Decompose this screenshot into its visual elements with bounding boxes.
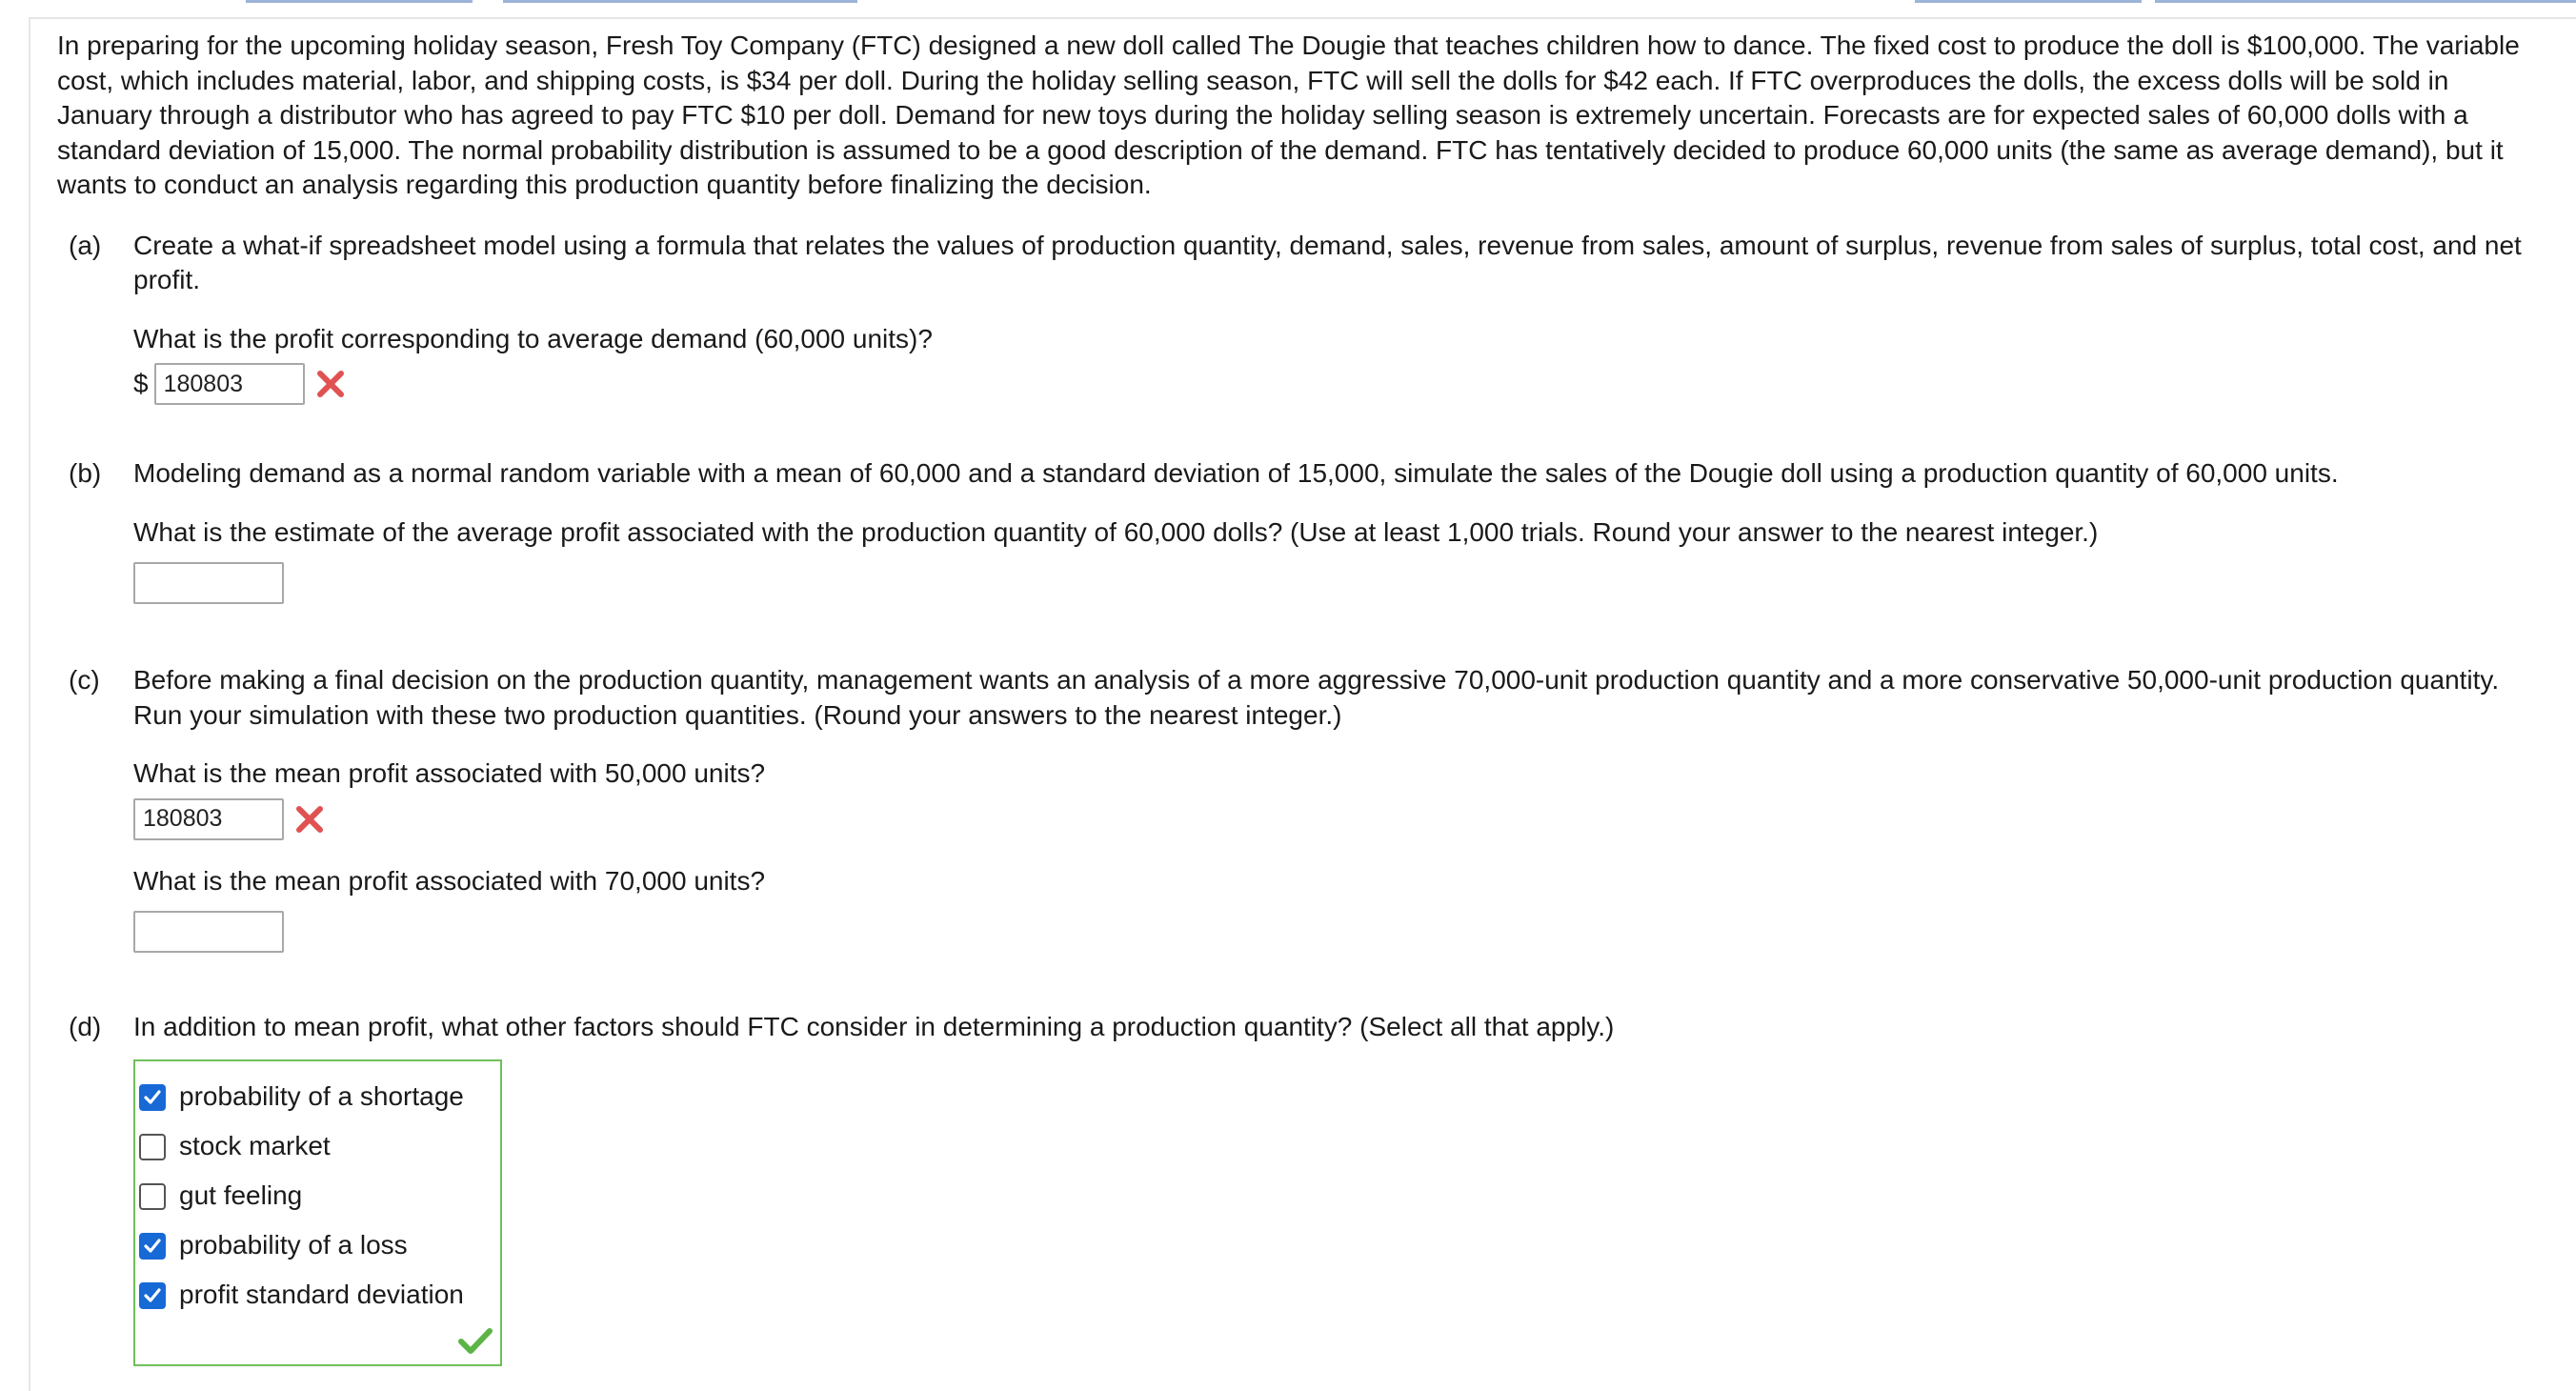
- option-profit-standard-deviation[interactable]: [135, 1271, 500, 1320]
- part-b-question: What is the estimate of the average profit associated with the production quantity of 60,000 dolls? (Use at least 1,000 trials. Round your answer to the nearest integer.): [133, 516, 2099, 547]
- part-c-70k-answer-row: [133, 909, 2534, 955]
- option-label: probability of a loss: [179, 1230, 408, 1260]
- part-d-label: (d): [69, 1012, 102, 1041]
- checkmark-icon: [143, 1237, 162, 1256]
- currency-symbol: $: [133, 368, 149, 398]
- tab-indicator-left-2: [503, 0, 857, 3]
- option-label: gut feeling: [179, 1180, 303, 1211]
- factors-checkbox-group: [133, 1059, 502, 1366]
- option-probability-of-loss[interactable]: [135, 1221, 500, 1271]
- part-a-profit-input[interactable]: [154, 363, 305, 405]
- part-a-question: What is the profit corresponding to average demand (60,000 units)?: [133, 323, 933, 353]
- checkbox-checked[interactable]: [139, 1282, 166, 1309]
- checkmark-icon: [143, 1088, 162, 1107]
- part-c-question-70k: What is the mean profit associated with 70,000 units?: [133, 865, 766, 896]
- part-c-50k-profit-input[interactable]: [133, 798, 284, 840]
- part-d: [57, 1010, 2534, 1366]
- part-a: [57, 229, 2534, 408]
- part-c-50k-answer-row: [133, 796, 2534, 842]
- option-label: profit standard deviation: [179, 1280, 464, 1310]
- correct-check-icon: [458, 1326, 493, 1355]
- tab-indicator-right-2: [2155, 0, 2576, 3]
- part-c-question-50k: What is the mean profit associated with 50,000 units?: [133, 758, 766, 788]
- part-b: [57, 456, 2534, 606]
- tab-indicator-right-1: [1915, 0, 2142, 3]
- checkbox-checked[interactable]: [139, 1233, 166, 1260]
- option-probability-of-shortage[interactable]: [135, 1073, 500, 1122]
- option-gut-feeling[interactable]: [135, 1172, 500, 1221]
- checkbox-unchecked[interactable]: [139, 1183, 166, 1210]
- part-a-answer-row: [133, 361, 2534, 407]
- part-b-answer-row: [133, 560, 2534, 606]
- tab-indicator-left-1: [246, 0, 473, 3]
- incorrect-x-icon: [293, 803, 326, 836]
- checkbox-checked[interactable]: [139, 1084, 166, 1111]
- part-c-label: (c): [69, 665, 100, 695]
- part-a-instruction: Create a what-if spreadsheet model using a formula that relates the values of production quantity, demand, sales, revenue from sales, amount of surplus, revenue from sales of surplus, total cost, and net profit.: [133, 230, 2522, 294]
- part-b-average-profit-input[interactable]: [133, 562, 284, 604]
- part-b-instruction: Modeling demand as a normal random variable with a mean of 60,000 and a standard deviation of 15,000, simulate the sales of the Dougie doll using a production quantity of 60,000 units.: [133, 458, 2339, 488]
- question-content: [57, 29, 2534, 1366]
- problem-statement: In preparing for the upcoming holiday season, Fresh Toy Company (FTC) designed a new doll called The Dougie that teaches children how to dance. The fixed cost to produce the doll is $100,000. The variable cost, which includes material, labor, and shipping costs, is $34 per doll. During the holiday selling season, FTC will sell the dolls for $42 each. If FTC overproduces the dolls, the excess dolls will be sold in January through a distributor who has agreed to pay FTC $10 per doll. Demand for new toys during the holiday selling season is extremely uncertain. Forecasts are for expected sales of 60,000 dolls with a standard deviation of 15,000. The normal probability distribution is assumed to be a good description of the demand. FTC has tentatively decided to produce 60,000 units (the same as average demand), but it wants to conduct an analysis regarding this production quantity before finalizing the decision.: [57, 30, 2520, 199]
- option-label: probability of a shortage: [179, 1081, 464, 1112]
- incorrect-x-icon: [314, 368, 347, 400]
- option-label: stock market: [179, 1131, 331, 1161]
- checkmark-icon: [143, 1286, 162, 1305]
- part-c-70k-profit-input[interactable]: [133, 911, 284, 953]
- part-d-question: In addition to mean profit, what other factors should FTC consider in determining a production quantity? (Select all that apply.): [133, 1012, 1615, 1041]
- part-c: [57, 663, 2534, 955]
- part-c-instruction: Before making a final decision on the production quantity, management wants an analysis of a more aggressive 70,000-unit production quantity and a more conservative 50,000-unit production quantity. Run your simulation with these two production quantities. (Round your answers to the nearest integer.): [133, 665, 2500, 730]
- part-a-label: (a): [69, 230, 102, 260]
- option-stock-market[interactable]: [135, 1122, 500, 1172]
- checkbox-unchecked[interactable]: [139, 1134, 166, 1160]
- part-b-label: (b): [69, 458, 102, 488]
